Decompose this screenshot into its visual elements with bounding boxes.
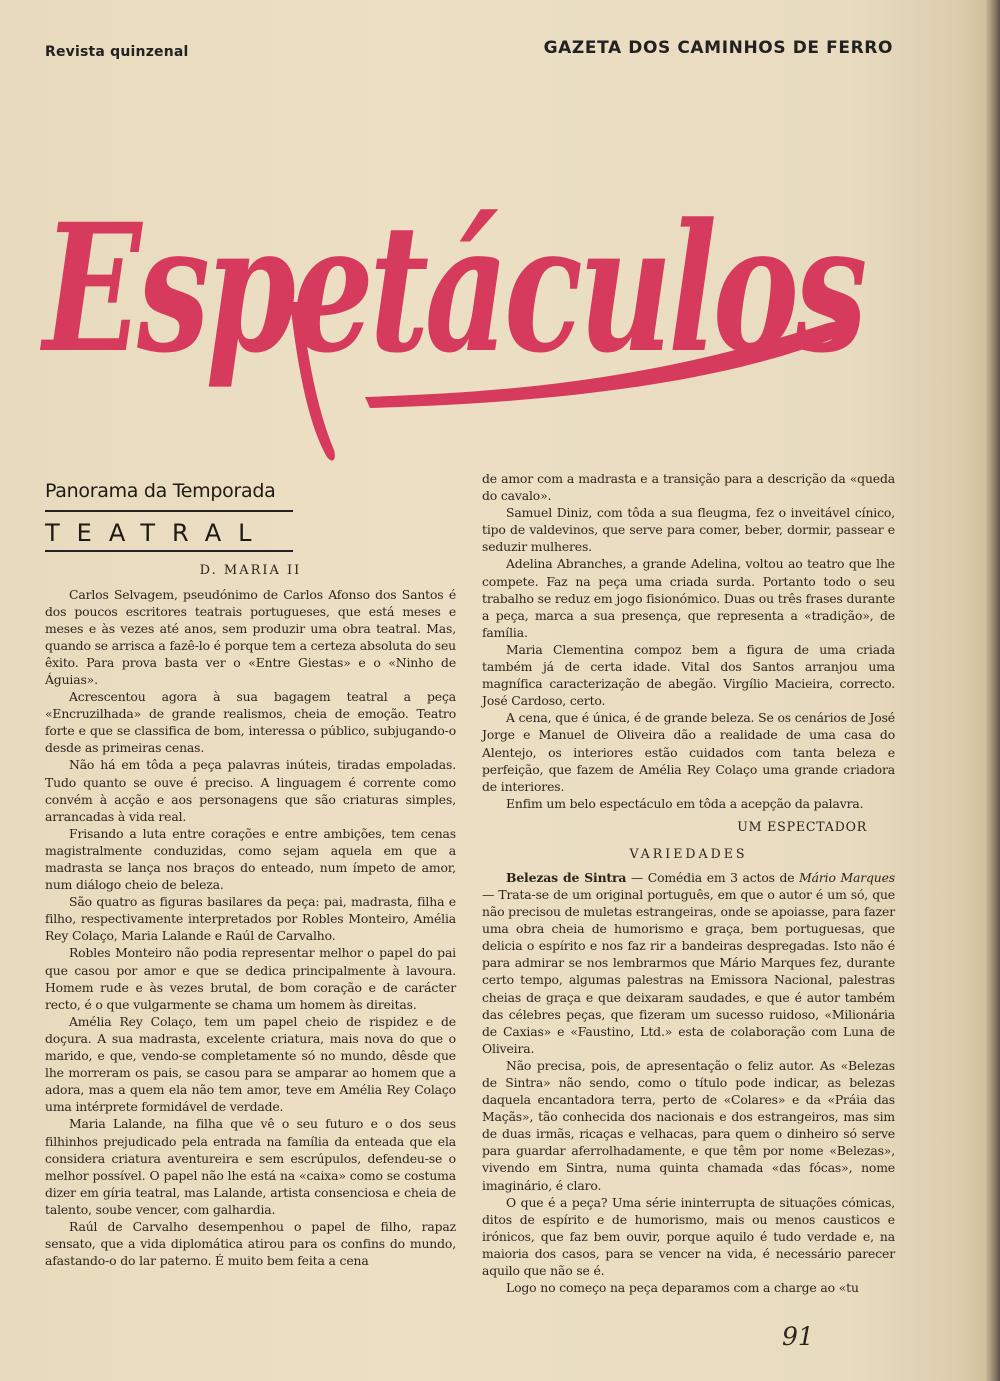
lead-paragraph bbox=[482, 869, 895, 1057]
theatre-subhead: D. MARIA II bbox=[199, 562, 302, 578]
page-number: 91 bbox=[782, 1322, 814, 1351]
section-title-rule bbox=[45, 510, 293, 512]
author-signature: UM ESPECTADOR bbox=[737, 818, 867, 834]
section-subtitle-rule bbox=[45, 550, 293, 552]
paragraph: Robles Monteiro não podia representar melhor o papel do pai que casou por amor e que se dedica principalmente à lavoura. Homem rude e às vezes brutal, de bom coração e de carácter recto, é o que vulgarmente se chama um homem às direitas. bbox=[45, 945, 456, 1012]
paragraph: São quatro as figuras basilares da peça: pai, madrasta, filha e filho, respectivamente interpretados por Robles Monteiro, Amélia Rey Colaço, Maria Lalande e Raúl de Carvalho. bbox=[45, 894, 456, 944]
paragraph: Frisando a luta entre corações e entre ambições, tem cenas magistralmente conduzidas, como sejam aquela em que a madrasta se lança nos braços do enteado, num ímpeto de amor, num diálogo cheio de beleza. bbox=[45, 825, 456, 893]
paragraph: O que é a peça? Uma série ininterrupta de situações cómicas, ditos de espírito e de humorismo, mais ou menos causticos e irónicos, que faz bem ouvir, porque aquilo é tudo verdade e, na maioria dos casos, para se vencer na vida, é necessário parecer aquilo que não se é. bbox=[482, 1194, 895, 1279]
header-magazine-title: GAZETA DOS CAMINHOS DE FERRO bbox=[543, 38, 893, 58]
paragraph: Raúl de Carvalho desempenhou o papel de filho, rapaz sensato, que a vida diplomática atirou para os confins do mundo, afastando-o do lar paterno. É muito bem feita a cena bbox=[45, 1218, 456, 1269]
paragraph: Logo no começo na peça deparamos com a charge ao «tu bbox=[506, 1280, 859, 1296]
header-magazine-frequency: Revista quinzenal bbox=[45, 44, 189, 60]
left-column bbox=[45, 480, 456, 1269]
paragraph: Não precisa, pois, de apresentação o feliz autor. As «Belezas de Sintra» não sendo, como o título pode indicar, as belezas daquela encantadora terra, perto de «Colares» e da «Práia das Maçãs», tão conhecida dos nacionais e dos estrangeiros, mas sim de duas irmãs, ricaças e velhacas, para quem o dinheiro só serve para guardar aferrolhadamente, e que têm por nome «Belezas», vivendo em Sintra, numa quinta chamada «das fócas», nome imaginário, é claro. bbox=[482, 1057, 895, 1193]
paragraph: A cena, que é única, é de grande beleza. Se os cenários de José Jorge e Manuel de Oliveira dão a realidade de uma casa do Alentejo, os interiores estão cuidados com tanta beleza e perfeição, que fazem de Amélia Rey Colaço uma grande criadora de interiores. bbox=[482, 710, 895, 794]
paragraph: Maria Clementina compoz bem a figura de uma criada também já de certa idade. Vital dos Santos arranjou uma magnífica caracterização de abegão. Virgílio Macieira, correcto. José Cardoso, certo. bbox=[482, 641, 895, 709]
play-title: Belezas de Sintra bbox=[506, 869, 627, 885]
paragraph: Não há em tôda a peça palavras inúteis, tiradas empoladas. Tudo quanto se ouve é preciso. A linguagem é corrente como convém à acção e aos personagens que são criaturas simples, arrancadas à vida real. bbox=[45, 757, 456, 824]
paragraph: Acrescentou agora à sua bagagem teatral a peça «Encruzilhada» de grande realismos, cheia de emoção. Teatro forte e que se classifica de bom, interessa o público, subjugando-o desde as primeiras cenas. bbox=[45, 689, 456, 756]
paragraph: de amor com a madrasta e a transição para a descrição da «queda do cavalo». bbox=[482, 471, 895, 504]
paragraph: Amélia Rey Colaço, tem um papel cheio de rispidez e de doçura. A sua madrasta, excelente criatura, mais nova do que o marido, e que, vendo-se completamente só no mundo, dêsde que lhe morreram os pais, se casou para se amparar ao homem que a adora, mas a quem ela não tem amor, teve em Amélia Rey Colaço uma intérprete formidável de verdade. bbox=[45, 1013, 456, 1115]
lead-text: — Comédia em 3 actos de bbox=[626, 869, 800, 885]
page-edge-shadow bbox=[986, 0, 1000, 1381]
paragraph: Maria Lalande, na filha que vê o seu futuro e o dos seus filhinhos prejudicado pela entrada na família da enteada que ela considera criatura aventureira e sem escrúpulos, defendeu-se o melhor possível. O papel não lhe está na «caixa» como se costuma dizer em gíria teatral, mas Lalande, artista consenciosa e cheia de talento, soube vencer, com galhardia. bbox=[45, 1116, 456, 1217]
paragraph: Adelina Abranches, a grande Adelina, voltou ao teatro que lhe compete. Faz na peça uma criada surda. Portanto todo o seu trabalho se reduz em jogo fisionómico. Duas ou três frases durante a peça, marca a sua presença, que representa a «tradição», de família. bbox=[482, 556, 895, 640]
section-title: Panorama da Temporada bbox=[45, 480, 276, 502]
lead-text-continued: — Trata-se de um original português, em que o autor é um só, que não precisou de muletas estrangeiras, onde se apoiasse, para fazer uma obra cheia de humorismo e graça, bem portuguesas, que delicia o espírito e nos faz rir a bandeiras despregadas. Isto não é para admirar se nos lembrarmos que Mário Marques fez, durante certo tempo, algumas palestras na Emissora Nacional, palestras cheias de graça e que deixaram saudades, e que é autor também das célebres peças, que fizeram um sucesso ruidoso, «Milionária de Caxias» e «Faustino, Ltd.» esta de colaboração com Luna de Oliveira. bbox=[482, 886, 895, 1056]
paragraph: Samuel Diniz, com tôda a sua fleugma, fez o inveitável cínico, tipo de valdevinos, que serve para comer, beber, dormir, passear e seduzir mulheres. bbox=[482, 505, 895, 555]
play-author: Mário Marques bbox=[799, 869, 895, 885]
paragraph: Carlos Selvagem, pseudónimo de Carlos Afonso dos Santos é dos poucos escritores teatrais portugueses, que está meses e meses e às vezes até anos, sem produzir uma obra teatral. Mas, quando se arrisca a fazê-lo é porque tem a certeza absoluta do seu êxito. Para prova basta ver o «Entre Giestas» e o «Ninho de Águias». bbox=[45, 586, 456, 687]
right-column bbox=[482, 470, 895, 1296]
section-subtitle: TEATRAL bbox=[45, 518, 269, 547]
variety-subhead: VARIEDADES bbox=[629, 845, 748, 861]
paragraph: Enfim um belo espectáculo em tôda a acepção da palavra. bbox=[506, 795, 864, 811]
title-art-text: Espetáculos bbox=[39, 185, 866, 392]
espetaculos-title-art bbox=[35, 92, 895, 477]
